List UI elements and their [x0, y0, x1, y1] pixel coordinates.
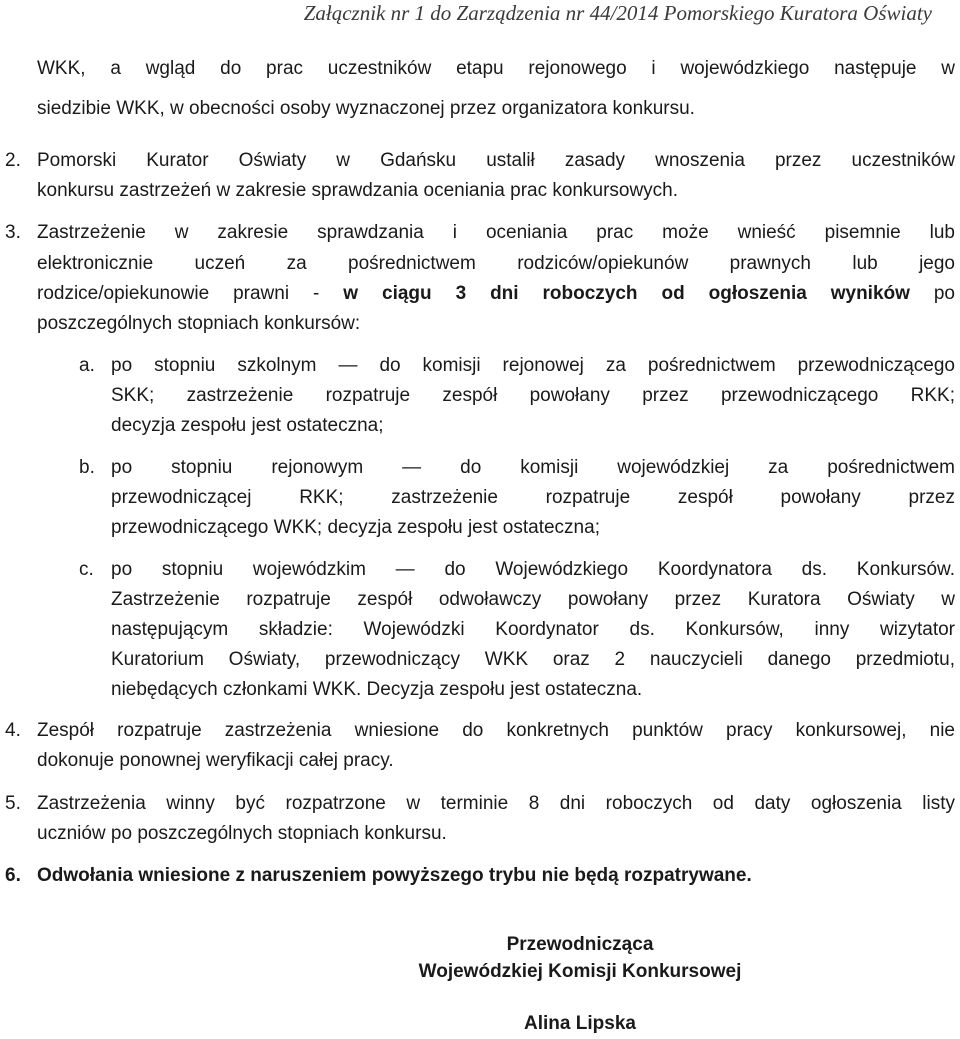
item-2-line-2: konkursu zastrzeżeń w zakresie sprawdzania oceniania prac konkursowych.: [37, 180, 679, 201]
item-5-number: 5.: [5, 793, 21, 814]
sub-c-line-3: następującym składzie: Wojewódzki Koordynator ds. Konkursów, inny wizytator: [111, 619, 955, 640]
sub-c-label: c.: [79, 559, 94, 580]
item-5-line-1: Zastrzeżenia winny być rozpatrzone w terminie 8 dni roboczych od daty ogłoszenia listy: [37, 793, 955, 814]
item-4-line-1: Zespół rozpatruje zastrzeżenia wniesione do konkretnych punktów pracy konkursowej, nie: [37, 720, 955, 741]
sub-a-line-2: SKK; zastrzeżenie rozpatruje zespół powołany przez przewodniczącego RKK;: [111, 385, 955, 406]
item-2-number: 2.: [5, 150, 21, 171]
item-3-deadline-bold: w ciągu 3 dni roboczych od ogłoszenia wyników: [343, 283, 910, 304]
item-3-line-3-pre: rodzice/opiekunowie prawni -: [37, 283, 344, 304]
sub-c-line-2: Zastrzeżenie rozpatruje zespół odwoławczy powołany przez Kuratora Oświaty w: [111, 589, 955, 610]
item-3-line-1: Zastrzeżenie w zakresie sprawdzania i oceniania prac może wnieść pisemnie lub: [37, 222, 955, 243]
item-6-text: Odwołania wniesione z naruszeniem powyższego trybu nie będą rozpatrywane.: [37, 865, 752, 886]
item-3-line-3: [37, 283, 955, 305]
item-3-line-3-post: po: [909, 283, 955, 304]
signature-title-2: Wojewódzkiej Komisji Konkursowej: [418, 961, 742, 982]
signature-title-1: Przewodnicząca: [506, 934, 654, 955]
item-2-line-1: Pomorski Kurator Oświaty w Gdańsku ustalił zasady wnoszenia przez uczestników: [37, 150, 955, 171]
item-4-number: 4.: [5, 720, 21, 741]
item-6-number: 6.: [5, 865, 21, 886]
item-5-line-2: uczniów po poszczególnych stopniach konkursu.: [37, 823, 447, 844]
sub-b-line-2: przewodniczącej RKK; zastrzeżenie rozpatruje zespół powołany przez: [111, 487, 955, 508]
item-3-number: 3.: [5, 222, 21, 243]
sub-b-label: b.: [79, 457, 95, 478]
item-3-line-2: elektronicznie uczeń za pośrednictwem rodziców/opiekunów prawnych lub jego: [37, 253, 955, 274]
sub-c-line-1: po stopniu wojewódzkim — do Wojewódzkiego Koordynatora ds. Konkursów.: [111, 559, 955, 580]
sub-b-line-1: po stopniu rejonowym — do komisji wojewódzkiej za pośrednictwem: [111, 457, 955, 478]
signature-name: Alina Lipska: [524, 1013, 636, 1034]
item-4-line-2: dokonuje ponownej weryfikacji całej pracy.: [37, 750, 394, 771]
sub-a-line-3: decyzja zespołu jest ostateczna;: [111, 415, 384, 436]
sub-b-line-3: przewodniczącego WKK; decyzja zespołu jest ostateczna;: [111, 517, 600, 538]
sub-a-line-1: po stopniu szkolnym — do komisji rejonowej za pośrednictwem przewodniczącego: [111, 355, 955, 376]
intro-line-2: siedzibie WKK, w obecności osoby wyznaczonej przez organizatora konkursu.: [37, 98, 695, 119]
item-3-line-4: poszczególnych stopniach konkursów:: [37, 313, 361, 334]
document-header: Załącznik nr 1 do Zarządzenia nr 44/2014 Pomorskiego Kuratora Oświaty: [303, 1, 932, 25]
sub-c-line-4: Kuratorium Oświaty, przewodniczący WKK oraz 2 nauczycieli danego przedmiotu,: [111, 649, 955, 670]
sub-a-label: a.: [79, 355, 95, 376]
sub-c-line-5: niebędących członkami WKK. Decyzja zespołu jest ostateczna.: [111, 679, 643, 700]
intro-line-1: WKK, a wgląd do prac uczestników etapu rejonowego i wojewódzkiego następuje w: [37, 58, 955, 79]
